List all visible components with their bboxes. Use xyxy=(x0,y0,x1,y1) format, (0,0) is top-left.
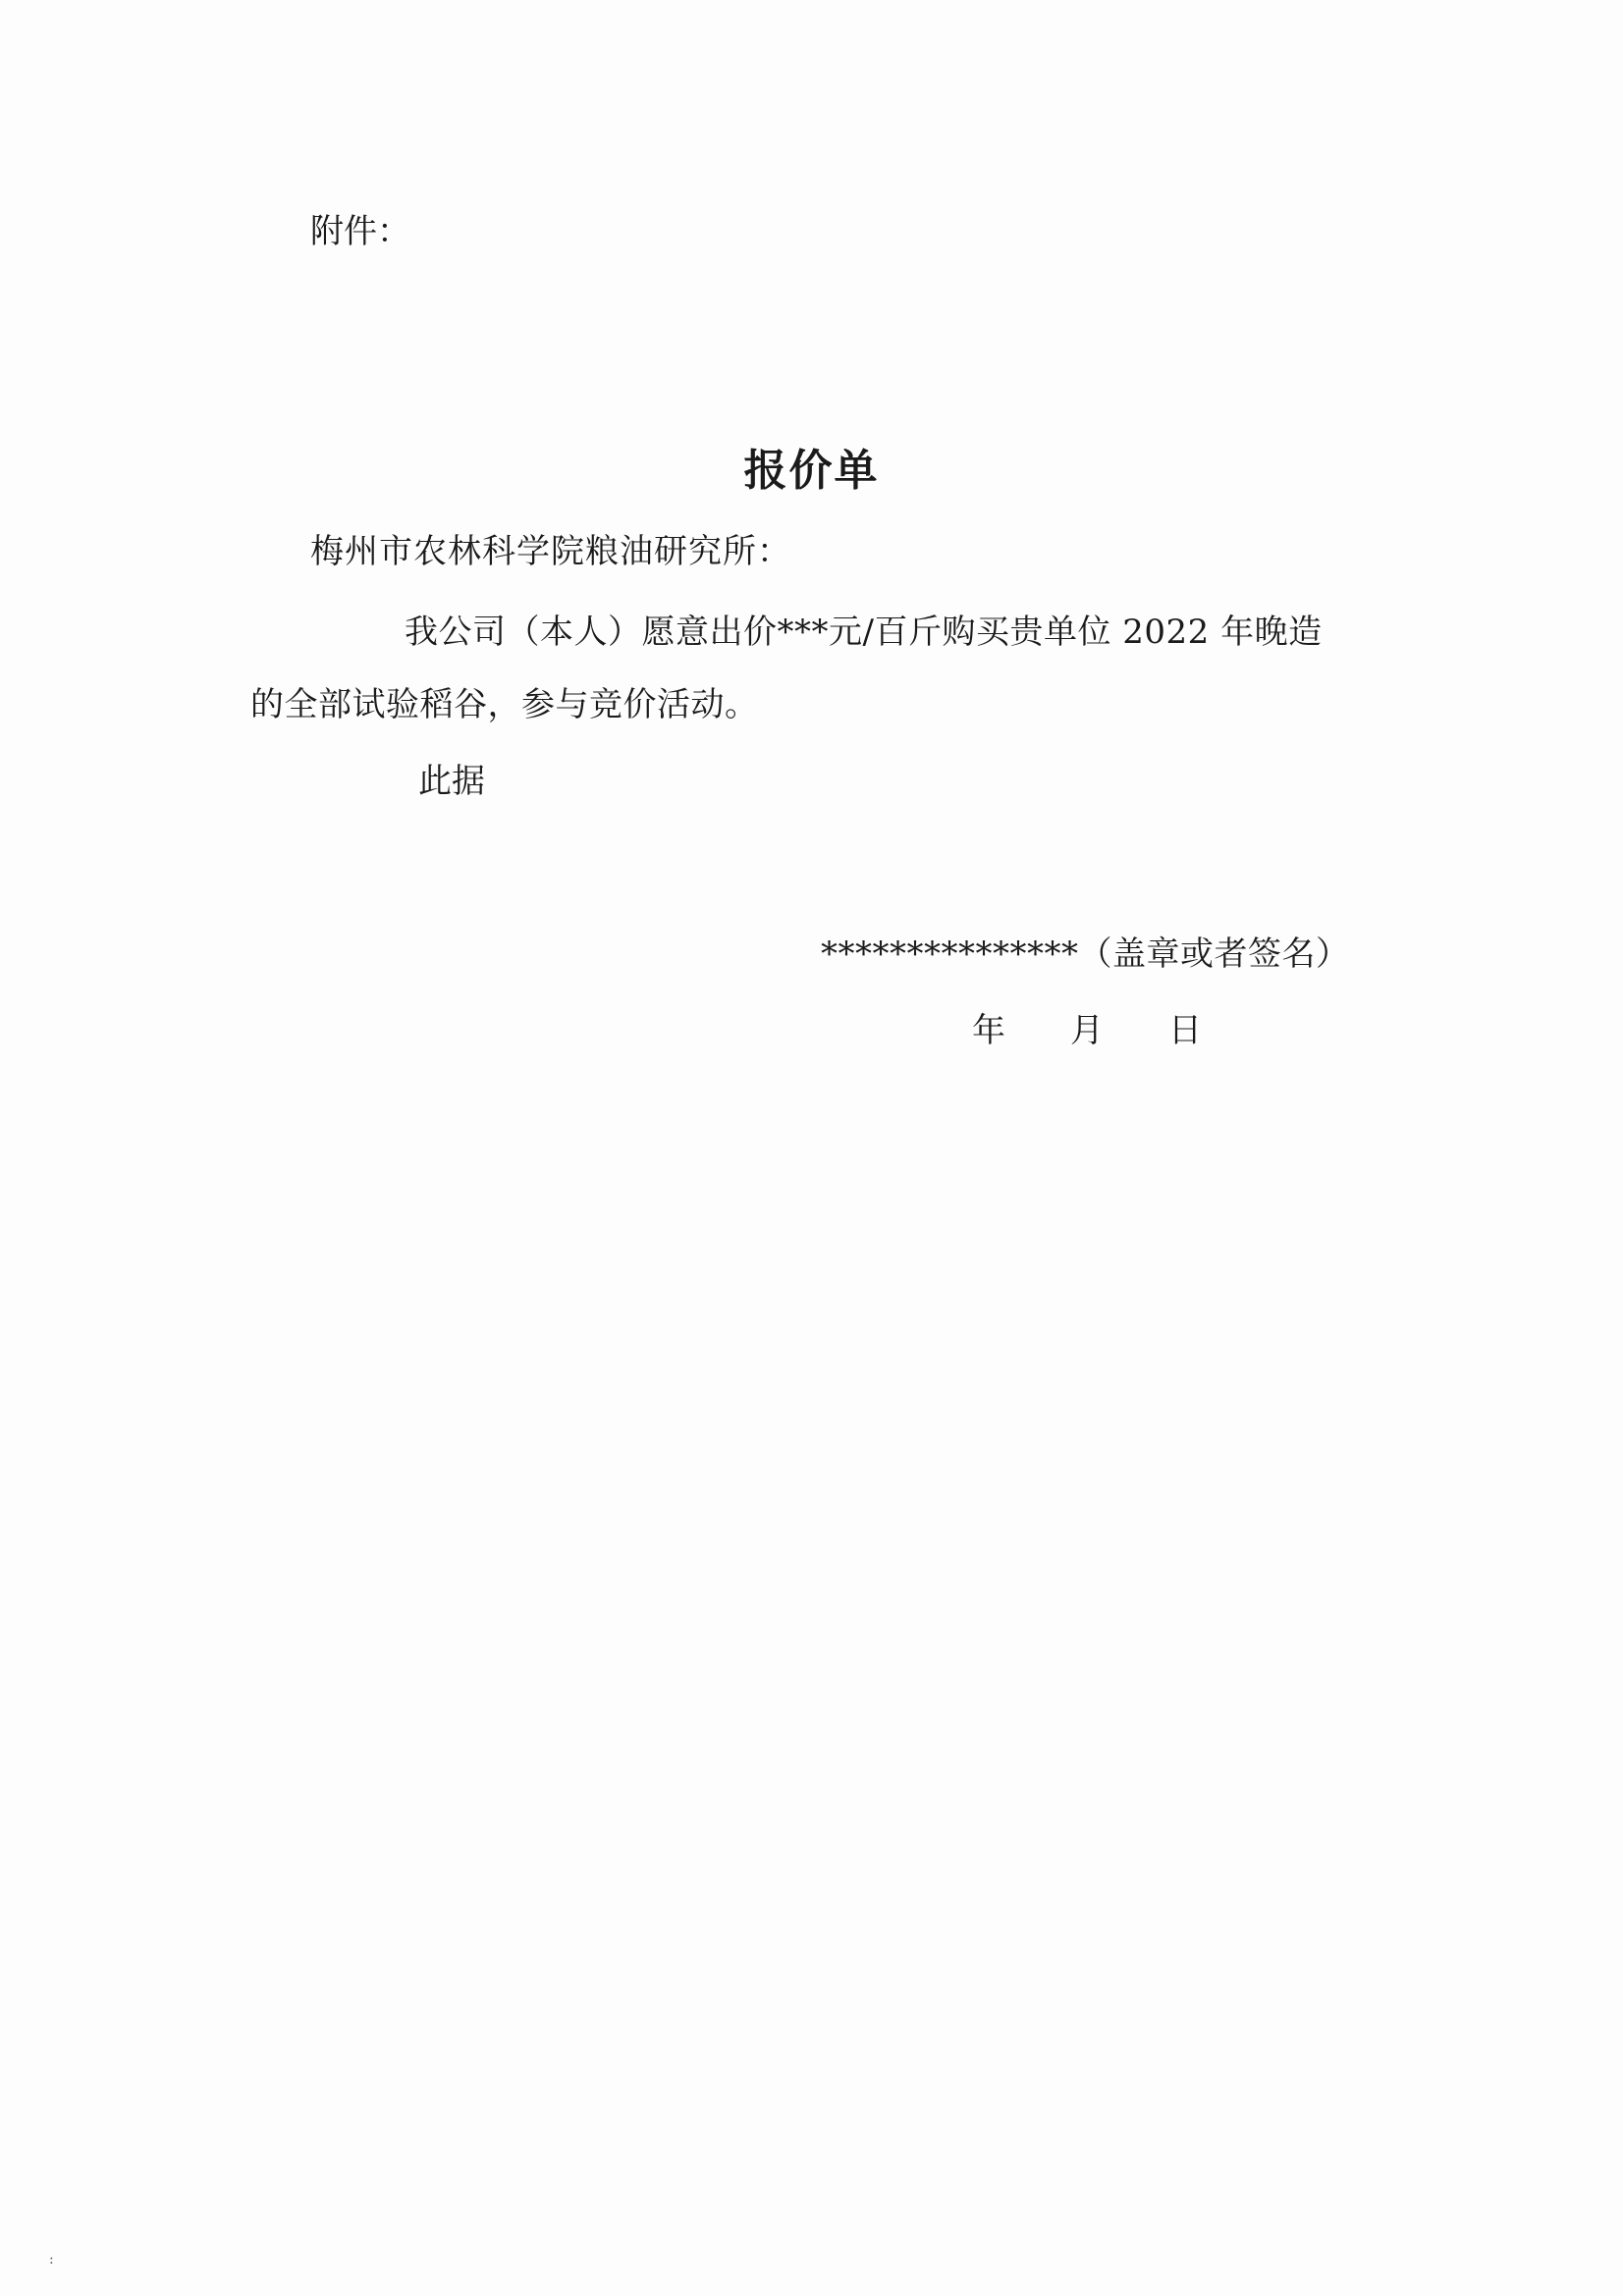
closing-phrase: 此据 xyxy=(418,762,485,801)
date-day: 日 xyxy=(1168,1011,1202,1050)
body-paragraph-line-1: 我公司（本人）愿意出价***元/百斤购买贵单位 2022 年晚造 xyxy=(405,613,1323,652)
body-paragraph-line-2: 的全部试验稻谷，参与竞价活动。 xyxy=(250,685,759,724)
scan-artifact-mark: : xyxy=(49,2252,54,2268)
date-year: 年 xyxy=(972,1011,1005,1050)
attachment-label: 附件： xyxy=(310,212,410,251)
addressee: 梅州市农林科学院粮油研究所： xyxy=(310,532,791,571)
document-title: 报价单 xyxy=(743,446,880,496)
date-line xyxy=(972,1011,1202,1050)
date-month: 月 xyxy=(1070,1011,1104,1050)
signature-line: ***************（盖章或者签名） xyxy=(821,934,1350,974)
